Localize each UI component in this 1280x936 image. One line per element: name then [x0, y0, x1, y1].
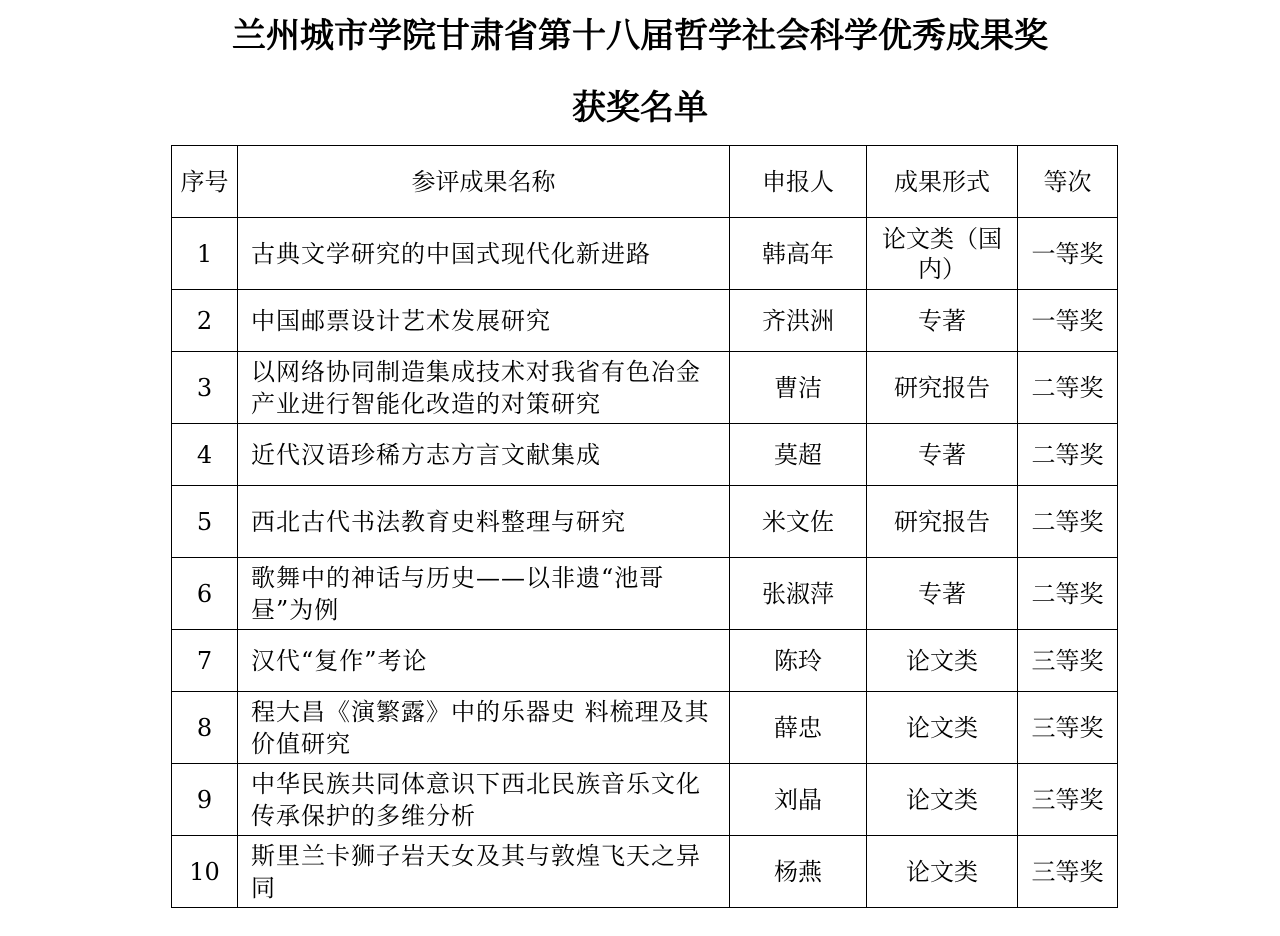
- column-header-form: 成果形式: [867, 146, 1018, 218]
- cell-form: 论文类: [867, 836, 1018, 908]
- cell-applicant: 杨燕: [730, 836, 867, 908]
- table-row: [172, 836, 1118, 908]
- table-row: [172, 764, 1118, 836]
- table-row: [172, 630, 1118, 692]
- cell-grade: 三等奖: [1018, 692, 1118, 764]
- cell-grade: 二等奖: [1018, 486, 1118, 558]
- cell-grade: 三等奖: [1018, 630, 1118, 692]
- cell-applicant: 刘晶: [730, 764, 867, 836]
- cell-applicant: 米文佐: [730, 486, 867, 558]
- column-header-grade: 等次: [1018, 146, 1118, 218]
- cell-form: 论文类: [867, 692, 1018, 764]
- cell-name: 程大昌《演繁露》中的乐器史 料梳理及其价值研究: [238, 692, 730, 764]
- cell-name: 古典文学研究的中国式现代化新进路: [238, 218, 730, 290]
- cell-no: 9: [172, 764, 238, 836]
- cell-no: 1: [172, 218, 238, 290]
- cell-form: 专著: [867, 424, 1018, 486]
- awards-table: [171, 145, 1118, 908]
- cell-name: 近代汉语珍稀方志方言文献集成: [238, 424, 730, 486]
- cell-form: 专著: [867, 290, 1018, 352]
- cell-grade: 二等奖: [1018, 424, 1118, 486]
- table-row: [172, 290, 1118, 352]
- table-row: [172, 424, 1118, 486]
- column-header-no: 序号: [172, 146, 238, 218]
- cell-no: 8: [172, 692, 238, 764]
- cell-grade: 一等奖: [1018, 218, 1118, 290]
- cell-applicant: 薛忠: [730, 692, 867, 764]
- cell-grade: 二等奖: [1018, 352, 1118, 424]
- page-title: 兰州城市学院甘肃省第十八届哲学社会科学优秀成果奖: [232, 16, 1048, 56]
- cell-form: 研究报告: [867, 486, 1018, 558]
- table-row: [172, 352, 1118, 424]
- table-row: [172, 218, 1118, 290]
- cell-no: 4: [172, 424, 238, 486]
- table-row: [172, 486, 1118, 558]
- cell-name: 西北古代书法教育史料整理与研究: [238, 486, 730, 558]
- cell-no: 7: [172, 630, 238, 692]
- cell-no: 6: [172, 558, 238, 630]
- cell-no: 5: [172, 486, 238, 558]
- cell-name: 以网络协同制造集成技术对我省有色冶金产业进行智能化改造的对策研究: [238, 352, 730, 424]
- column-header-applicant: 申报人: [730, 146, 867, 218]
- table-row: [172, 692, 1118, 764]
- cell-form: 论文类: [867, 630, 1018, 692]
- cell-name: 斯里兰卡狮子岩天女及其与敦煌飞天之异同: [238, 836, 730, 908]
- cell-applicant: 莫超: [730, 424, 867, 486]
- page-subtitle: 获奖名单: [572, 88, 708, 128]
- cell-form: 论文类: [867, 764, 1018, 836]
- cell-grade: 三等奖: [1018, 764, 1118, 836]
- cell-name: 中国邮票设计艺术发展研究: [238, 290, 730, 352]
- cell-no: 2: [172, 290, 238, 352]
- cell-grade: 三等奖: [1018, 836, 1118, 908]
- cell-form: 论文类（国内）: [867, 218, 1018, 290]
- cell-applicant: 陈玲: [730, 630, 867, 692]
- cell-form: 研究报告: [867, 352, 1018, 424]
- cell-grade: 二等奖: [1018, 558, 1118, 630]
- cell-no: 3: [172, 352, 238, 424]
- cell-name: 汉代“复作”考论: [238, 630, 730, 692]
- cell-applicant: 张淑萍: [730, 558, 867, 630]
- cell-applicant: 曹洁: [730, 352, 867, 424]
- cell-applicant: 韩高年: [730, 218, 867, 290]
- table-header-row: [172, 146, 1118, 218]
- cell-form: 专著: [867, 558, 1018, 630]
- table-row: [172, 558, 1118, 630]
- cell-applicant: 齐洪洲: [730, 290, 867, 352]
- cell-name: 歌舞中的神话与历史——以非遗“池哥昼”为例: [238, 558, 730, 630]
- cell-name: 中华民族共同体意识下西北民族音乐文化传承保护的多维分析: [238, 764, 730, 836]
- cell-no: 10: [172, 836, 238, 908]
- column-header-name: 参评成果名称: [238, 146, 730, 218]
- cell-grade: 一等奖: [1018, 290, 1118, 352]
